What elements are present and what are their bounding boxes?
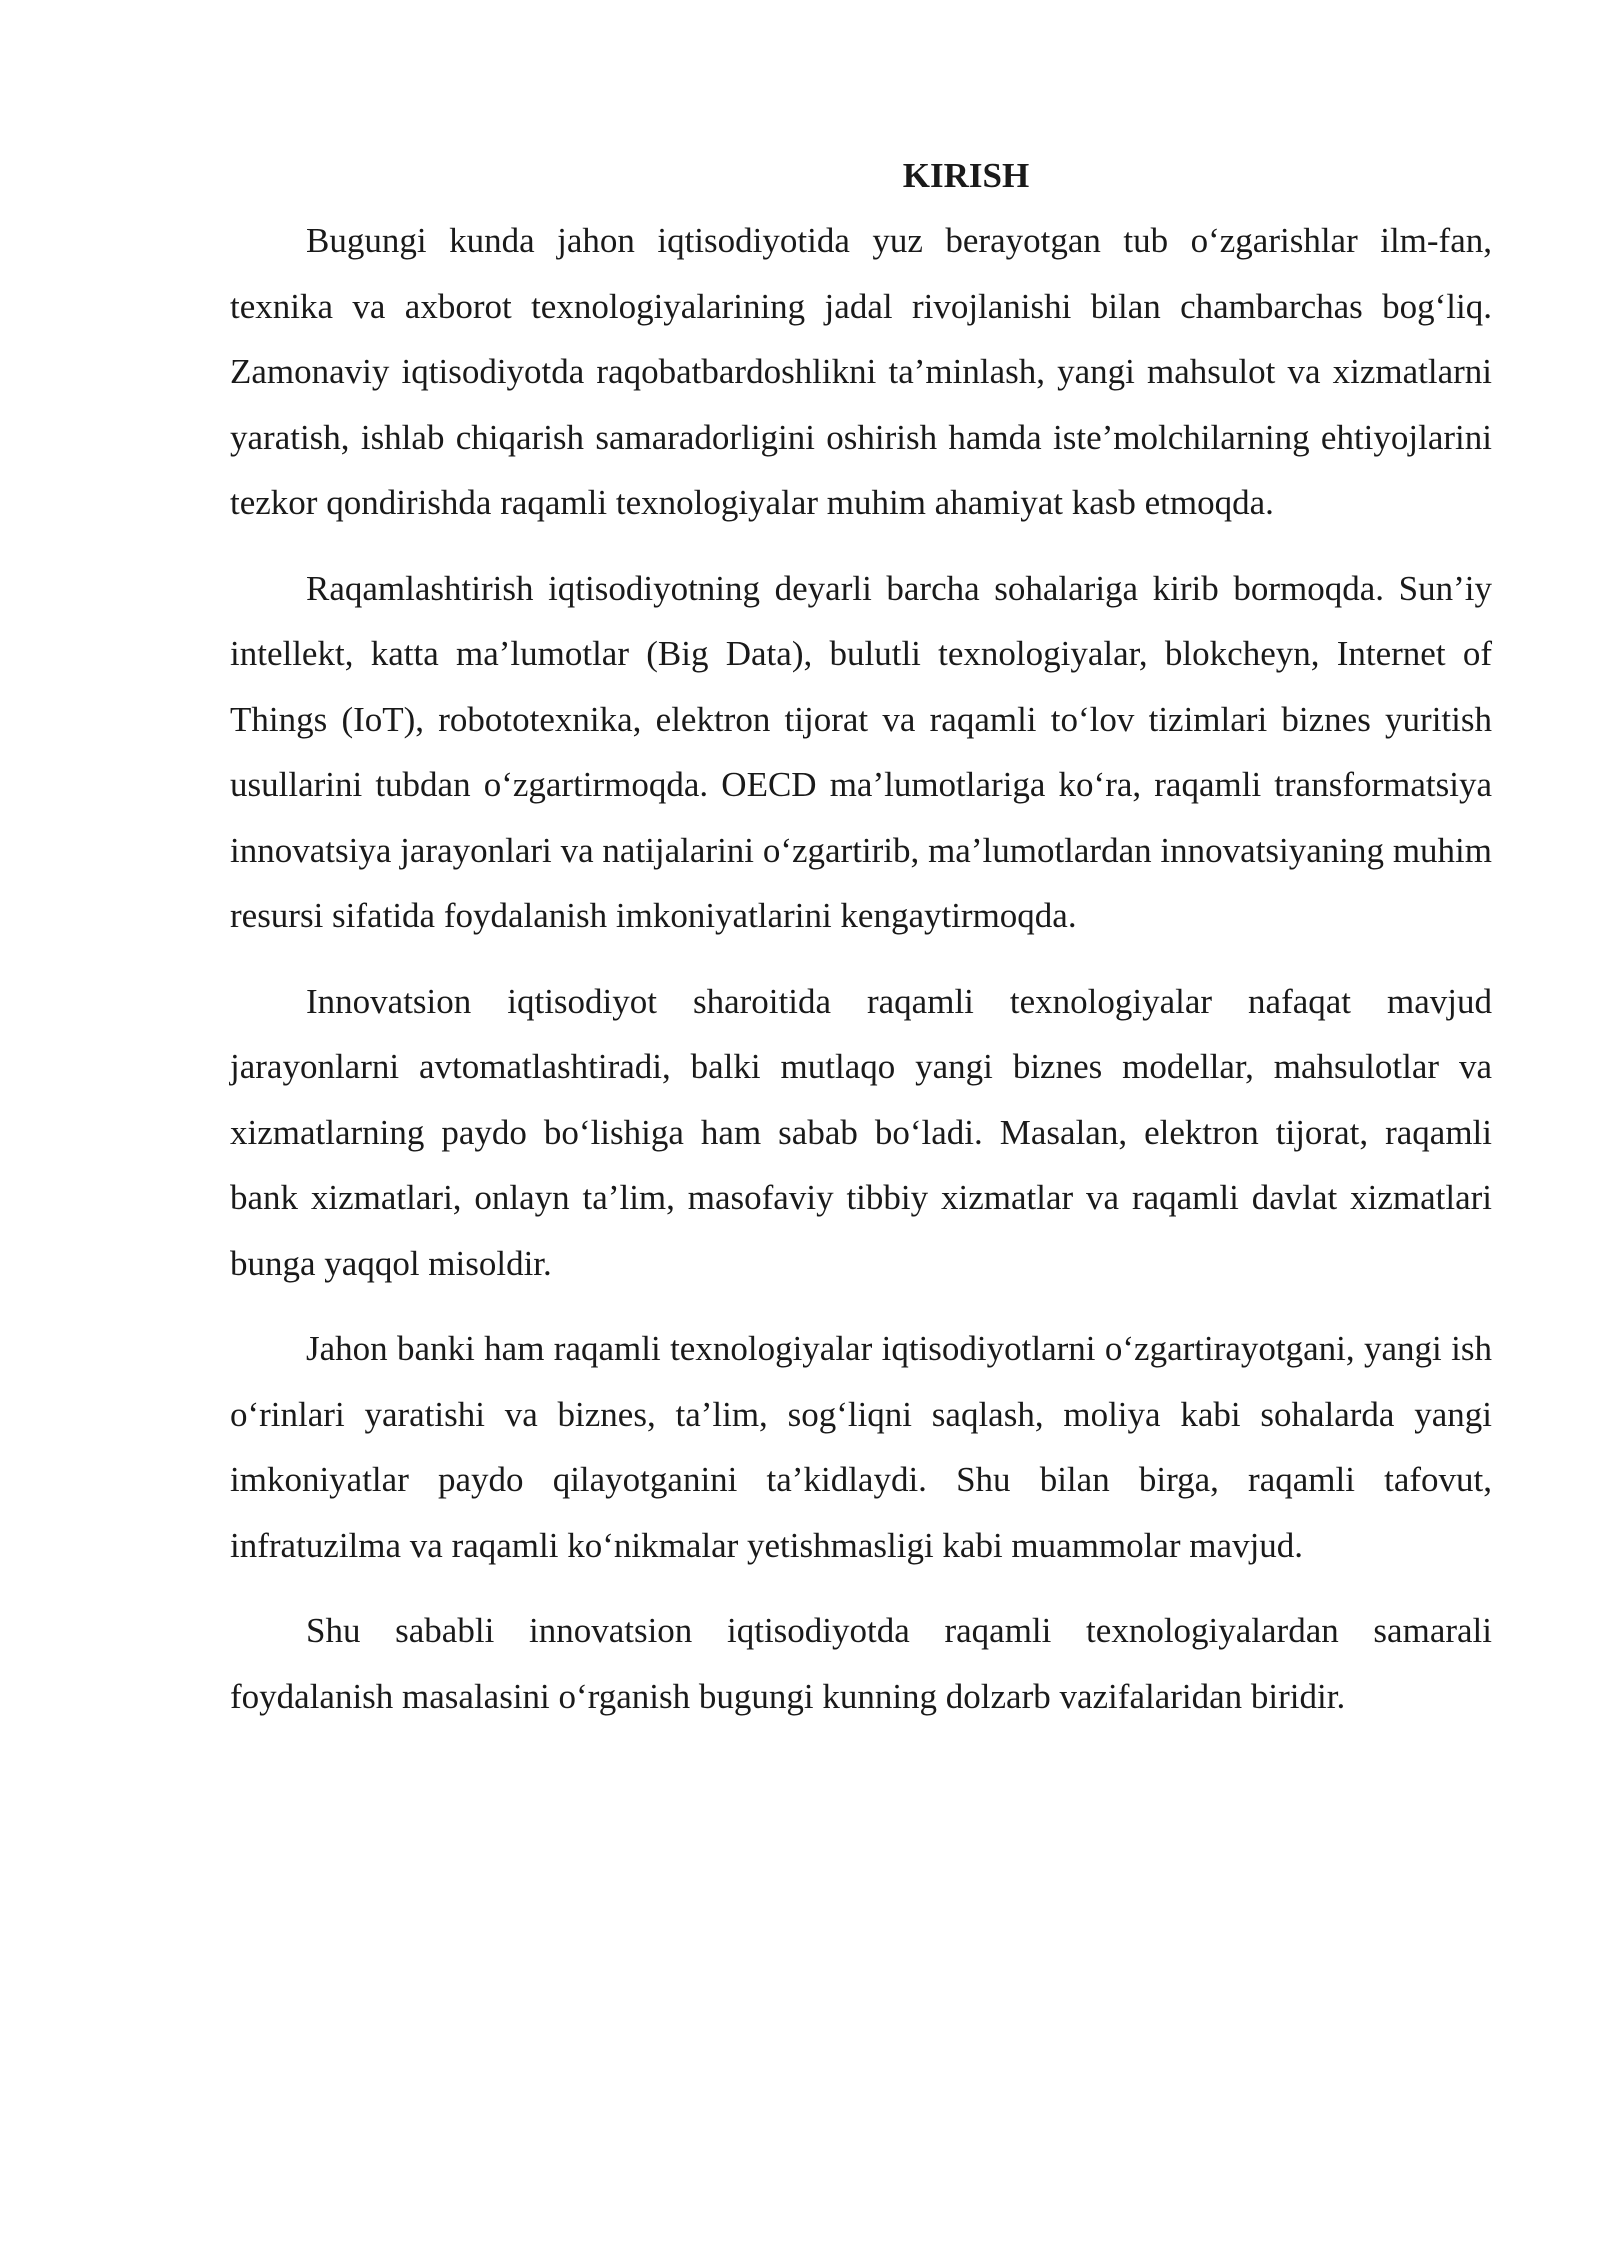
paragraph-2: Raqamlashtirish iqtisodiyotning deyarli barcha sohalariga kirib bormoqda. Sun’iy intellekt, katta ma’lumotlar (Big Data), bulutli texnologiyalar, blokcheyn, Internet of Things (IoT), robototexnika, elektron tijorat va raqamli to‘lov tizimlari biznes yuritish usullarini tubdan o‘zgartirmoqda. OECD ma’lumotlariga ko‘ra, raqamli transformatsiya innovatsiya jarayonlari va natijalarini o‘zgartirib, ma’lumotlardan innovatsiyaning muhim resursi sifatida foydalanish imkoniyatlarini kengaytirmoqda.: [230, 568, 1492, 935]
paragraph-5: Shu sababli innovatsion iqtisodiyotda raqamli texnologiyalardan samarali foydalanish masalasini o‘rganish bugungi kunning dolzarb vazifalaridan biridir.: [230, 1611, 1492, 1716]
page-title: KIRISH: [902, 156, 1030, 195]
paragraph-4: Jahon banki ham raqamli texnologiyalar iqtisodiyotlarni o‘zgartirayotgani, yangi ish o‘rinlari yaratishi va biznes, ta’lim, sog‘liqni saqlash, moliya kabi sohalarda yangi imkoniyatlar paydo qilayotganini ta’kidlaydi. Shu bilan birga, raqamli tafovut, infratuzilma va raqamli ko‘nikmalar yetishmasligi kabi muammolar mavjud.: [230, 1329, 1492, 1565]
paragraph-1: Bugungi kunda jahon iqtisodiyotida yuz berayotgan tub o‘zgarishlar ilm-fan, texnika va axborot texnologiyalarining jadal rivojlanishi bilan chambarchas bog‘liq. Zamonaviy iqtisodiyotda raqobatbardoshlikni ta’minlash, yangi mahsulot va xizmatlarni yaratish, ishlab chiqarish samaradorligini oshirish hamda iste’molchilarning ehtiyojlarini tezkor qondirishda raqamli texnologiyalar muhim ahamiyat kasb etmoqda.: [230, 221, 1492, 522]
document-body: [230, 148, 1492, 1749]
paragraph-3: Innovatsion iqtisodiyot sharoitida raqamli texnologiyalar nafaqat mavjud jarayonlarni avtomatlashtiradi, balki mutlaqo yangi biznes modellar, mahsulotlar va xizmatlarning paydo bo‘lishiga ham sabab bo‘ladi. Masalan, elektron tijorat, raqamli bank xizmatlari, onlayn ta’lim, masofaviy tibbiy xizmatlar va raqamli davlat xizmatlari bunga yaqqol misoldir.: [230, 981, 1492, 1283]
